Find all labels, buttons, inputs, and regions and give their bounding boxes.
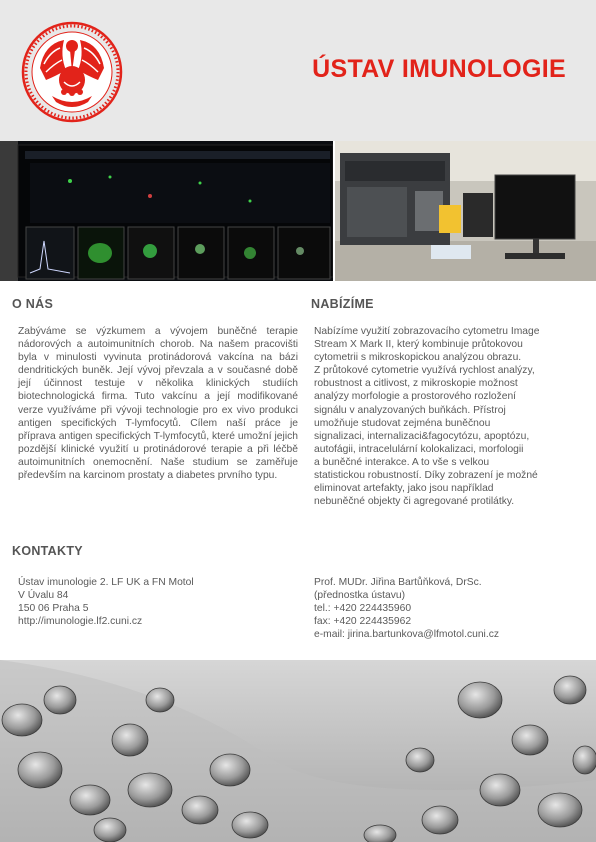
offer-line: analýzy morfologie a prostorového rozložení	[314, 391, 517, 403]
phone-line: tel.: +420 224435960	[314, 603, 412, 615]
address-line: 150 06 Praha 5	[18, 603, 89, 615]
person-role: (přednostka ústavu)	[314, 590, 406, 602]
offer-line: signálu v analyzovaných buňkách. Přístroj	[314, 404, 506, 416]
institute-logo-icon	[20, 20, 124, 124]
offer-line: Z průtokové cytometrie využívá rychlost analýzy,	[314, 365, 535, 377]
offer-heading: NABÍZÍME	[311, 297, 374, 311]
offer-line: statistickou robustností. Díky zobrazení je možné	[314, 470, 538, 482]
offer-line: autofágii, intracelulární kolokalizaci, morfologii	[314, 443, 524, 455]
photo-strip	[0, 141, 596, 281]
about-paragraph: Zabýváme se výzkumem a vývojem buněčné terapie nádorových a autoimunitních chorob. Na našem pracovišti byla v minulosti vyvinuta protinádorová vakcína na bázi dendritických buněk. Její vývoj převzala a v současné době její účinnost testuje v několika klinických studiích biotechnologická firma. Tuto vakcínu a její modifikované verze využíváme při vývoji technologie pro ex vivo produkci antigen specifických T-lymfocytů. Cílem naší práce je příprava antigen specifických T-lymfocytů, které umožní jejich pozdější klinické využití u protinádorové terapie a při léčbě autoimunitních onemocnění. Naše studium se zaměřuje především na karcinom prostaty a diabetes prvního typu.	[18, 326, 298, 482]
contact-address	[18, 576, 298, 628]
person-name: Prof. MUDr. Jiřina Bartůňková, DrSc.	[314, 577, 482, 588]
address-line: V Úvalu 84	[18, 590, 69, 602]
offer-line: Nabízíme využití zobrazovacího cytometru Image	[314, 326, 540, 337]
imaging-cytometer-photo	[335, 141, 596, 281]
offer-line: Stream X Mark II, který kombinuje průtokovou	[314, 339, 523, 351]
offer-line: umožňuje studovat zejména buněčnou	[314, 417, 491, 429]
fax-line: fax: +420 224435962	[314, 616, 412, 628]
offer-text	[314, 325, 589, 508]
header-band	[0, 0, 596, 141]
offer-line: a buněčné interakce. A to vše s velkou	[314, 456, 490, 468]
contacts-heading: KONTAKTY	[12, 544, 83, 558]
about-heading: O NÁS	[12, 297, 54, 311]
cytometer-screen-photo	[0, 141, 333, 281]
offer-line: cytometrii s mikroskopickou analýzou obrazu.	[314, 352, 522, 364]
offer-line: robustnost a citlivost, z mikroskopie možnost	[314, 378, 518, 390]
offer-line: signalizaci, internalizaci&fagocytózu, apoptózu,	[314, 430, 530, 442]
page-title: ÚSTAV IMUNOLOGIE	[312, 55, 566, 83]
address-line: Ústav imunologie 2. LF UK a FN Motol	[18, 577, 194, 588]
cells-microscopy-photo	[0, 660, 596, 842]
email-link[interactable]: e-mail: jirina.bartunkova@lfmotol.cuni.cz	[314, 629, 499, 641]
contact-person	[314, 576, 589, 641]
about-text	[18, 325, 298, 482]
website-link[interactable]: http://imunologie.lf2.cuni.cz	[18, 616, 143, 628]
offer-line: nebuněčné objekty či agregované protilátky.	[314, 496, 515, 508]
offer-line: eliminovat artefakty, jako jsou například	[314, 483, 494, 495]
